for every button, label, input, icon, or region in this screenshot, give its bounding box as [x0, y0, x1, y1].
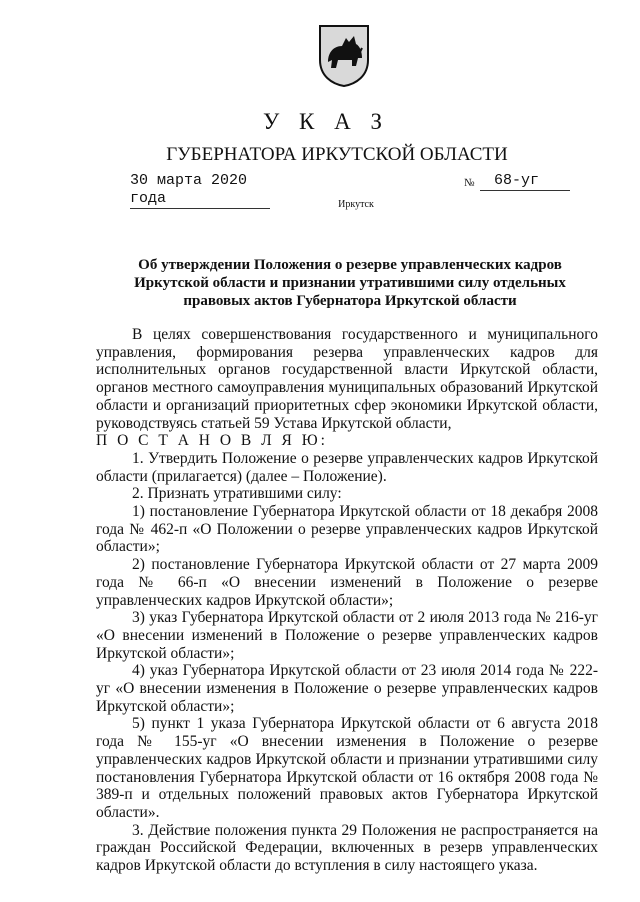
clause-3: 3. Действие положения пункта 29 Положения не распространяется на граждан Российской Федерации, включенных в резерв управленческих кадров Иркутской области до вступления в силу настоящего указа.: [96, 821, 598, 875]
clause-2-item-5: 5) пункт 1 указа Губернатора Иркутской области от 6 августа 2018 года № 155-уг «О внесении изменения в Положение о резерве управленческих кадров Иркутской области и признании утратившими силу постановления Губернатора Иркутской области от 16 октября 2008 года № 389-п и отдельных положений правовых актов Губернатора Иркутской области».: [96, 715, 598, 821]
document-body: [96, 326, 598, 875]
document-heading: Об утверждении Положения о резерве управленческих кадров Иркутской области и признании утратившими силу отдельных правовых актов Губернатора Иркутской области: [134, 257, 566, 309]
clause-2-item-1: 1) постановление Губернатора Иркутской области от 18 декабря 2008 года № 462-п «О Положении о резерве управленческих кадров Иркутской области»;: [96, 503, 598, 556]
preamble-paragraph: В целях совершенствования государственного и муниципального управления, формирования резерва управленческих кадров для исполнительных органов государственной власти Иркутской области, органов местного самоуправления муниципальных образований Иркутской области и организаций приоритетных сфер экономики Иркутской области, руководствуясь статьей 59 Устава Иркутской области,: [96, 326, 598, 432]
clause-2-item-4: 4) указ Губернатора Иркутской области от 23 июля 2014 года № 222-уг «О внесении изменения в Положение о резерве управленческих кадров Иркутской области»;: [96, 662, 598, 715]
resolution-word: П О С Т А Н О В Л Я Ю:: [96, 432, 328, 450]
clause-1: 1. Утвердить Положение о резерве управленческих кадров Иркутской области (прилагается) (далее – Положение).: [96, 449, 598, 485]
clause-2-item-2: 2) постановление Губернатора Иркутской области от 27 марта 2009 года № 66-п «О внесении изменений в Положение о резерве управленческих кадров Иркутской области»;: [96, 556, 598, 609]
document-city: Иркутск: [338, 199, 374, 210]
issuer-subtitle: ГУБЕРНАТОРА ИРКУТСКОЙ ОБЛАСТИ: [166, 144, 508, 165]
document-number: 68-уг: [480, 172, 570, 191]
clause-2: 2. Признать утратившими силу:: [132, 485, 342, 503]
document-date: 30 марта 2020 года: [130, 172, 270, 209]
document-type-title: У К А З: [262, 109, 389, 134]
number-sign: №: [464, 177, 475, 189]
irkutsk-coat-of-arms-icon: [316, 22, 372, 88]
clause-2-item-3: 3) указ Губернатора Иркутской области от 2 июля 2013 года № 216-уг «О внесении изменений в Положение о резерве управленческих кадров Иркутской области»;: [96, 609, 598, 662]
